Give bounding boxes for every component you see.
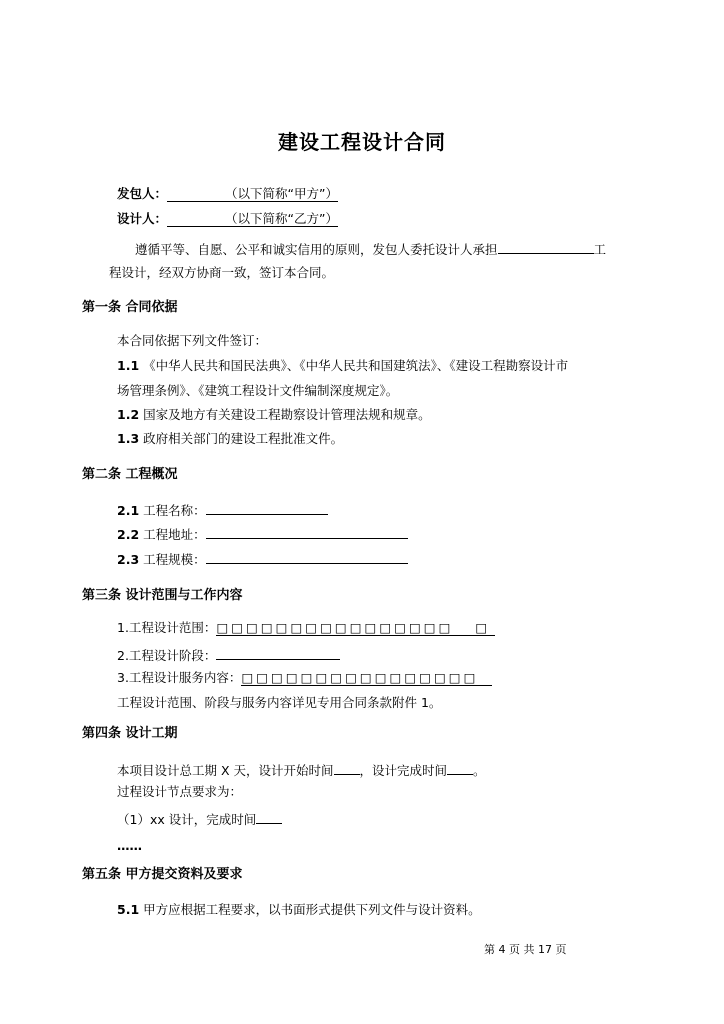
duration-text: 本项目设计总工期 X 天，设计开始时间 (117, 763, 334, 778)
designer-line (117, 213, 338, 226)
article-1-item-1-cont: 场管理条例》、《建筑工程设计文件编制深度规定》。 (117, 383, 399, 398)
finish-time-field[interactable] (447, 762, 473, 775)
service-content-field[interactable] (241, 670, 492, 686)
item-text: 《中华人民共和国民法典》、《中华人民共和国建筑法》、《建设工程勘察设计市 (143, 358, 569, 373)
milestone-time-field[interactable] (256, 811, 282, 824)
intro-text-end: 工 (593, 242, 607, 257)
item-number: 2.2 (117, 527, 140, 542)
article-4-line-2: 过程设计节点要求为： (117, 784, 243, 799)
design-scope-field[interactable] (216, 620, 495, 636)
article-1-item-2 (117, 409, 431, 422)
intro-text: 遵循平等、自愿、公平和诚实信用的原则，发包人委托设计人承担 (135, 242, 498, 257)
item-number: 1.1 (117, 358, 140, 373)
item-label: 工程地址： (143, 527, 206, 542)
item-label: 工程规模： (143, 552, 206, 567)
article-5-heading: 第五条 甲方提交资料及要求 (82, 867, 243, 882)
article-2-item-3 (117, 551, 408, 567)
ellipsis: …… (117, 838, 142, 853)
designer-note: （以下简称“乙方”） (225, 211, 338, 226)
item-number: 2.1 (117, 503, 140, 518)
project-address-field[interactable] (206, 526, 408, 539)
item-text: 甲方应根据工程要求，以书面形式提供下列文件与设计资料。 (143, 902, 481, 917)
item-label: 2.工程设计阶段： (117, 648, 217, 663)
article-2-item-2 (117, 526, 408, 542)
article-1-item-1 (117, 360, 568, 373)
article-2-item-1 (117, 502, 328, 518)
article-1-lead: 本合同依据下列文件签订： (117, 333, 268, 348)
designer-label: 设计人： (117, 211, 168, 226)
article-1-heading: 第一条 合同依据 (82, 300, 178, 315)
intro-line-2: 程设计，经双方协商一致，签订本合同。 (109, 265, 335, 280)
start-time-field[interactable] (334, 762, 360, 775)
issuer-note: （以下简称“甲方”） (225, 186, 338, 201)
project-name-field[interactable] (206, 502, 328, 515)
intro-line-1 (135, 241, 606, 257)
issuer-blank[interactable] (167, 186, 338, 202)
project-name-blank[interactable] (498, 241, 594, 254)
design-stage-field[interactable] (216, 647, 340, 660)
item-label: 3.工程设计服务内容： (117, 670, 242, 685)
designer-blank[interactable] (167, 211, 338, 227)
project-scale-field[interactable] (206, 551, 408, 564)
item-text: 国家及地方有关建设工程勘察设计管理法规和规章。 (143, 407, 431, 422)
article-1-item-3 (117, 433, 343, 446)
article-4-line-3 (117, 811, 282, 827)
issuer-line (117, 188, 338, 201)
item-label: 工程名称： (143, 503, 206, 518)
issuer-label: 发包人： (117, 186, 168, 201)
article-3-note: 工程设计范围、阶段与服务内容详见专用合同条款附件 1。 (117, 695, 442, 710)
article-4-line-1 (117, 762, 486, 778)
item-number: 2.3 (117, 552, 140, 567)
article-4-heading: 第四条 设计工期 (82, 726, 178, 741)
milestone-text: （1）xx 设计，完成时间 (117, 812, 257, 827)
duration-text-mid: ，设计完成时间 (359, 763, 448, 778)
duration-text-end: 。 (473, 763, 486, 778)
article-3-item-2 (117, 647, 340, 663)
article-3-heading: 第三条 设计范围与工作内容 (82, 588, 243, 603)
page-number: 第 4 页 共 17 页 (484, 943, 567, 956)
service-content-fill: □□□□□□□□□□□□□□□□ (241, 670, 479, 685)
design-scope-fill-end: □ (475, 620, 488, 635)
design-scope-fill: □□□□□□□□□□□□□□□□ (216, 620, 454, 635)
article-3-item-1 (117, 622, 495, 635)
article-5-item-1 (117, 904, 481, 917)
item-number: 5.1 (117, 902, 140, 917)
item-number: 1.3 (117, 431, 140, 446)
article-3-item-3 (117, 672, 492, 685)
article-2-heading: 第二条 工程概况 (82, 467, 178, 482)
item-number: 1.2 (117, 407, 140, 422)
document-title: 建设工程设计合同 (278, 130, 446, 154)
item-text: 政府相关部门的建设工程批准文件。 (143, 431, 344, 446)
item-label: 1.工程设计范围： (117, 620, 217, 635)
